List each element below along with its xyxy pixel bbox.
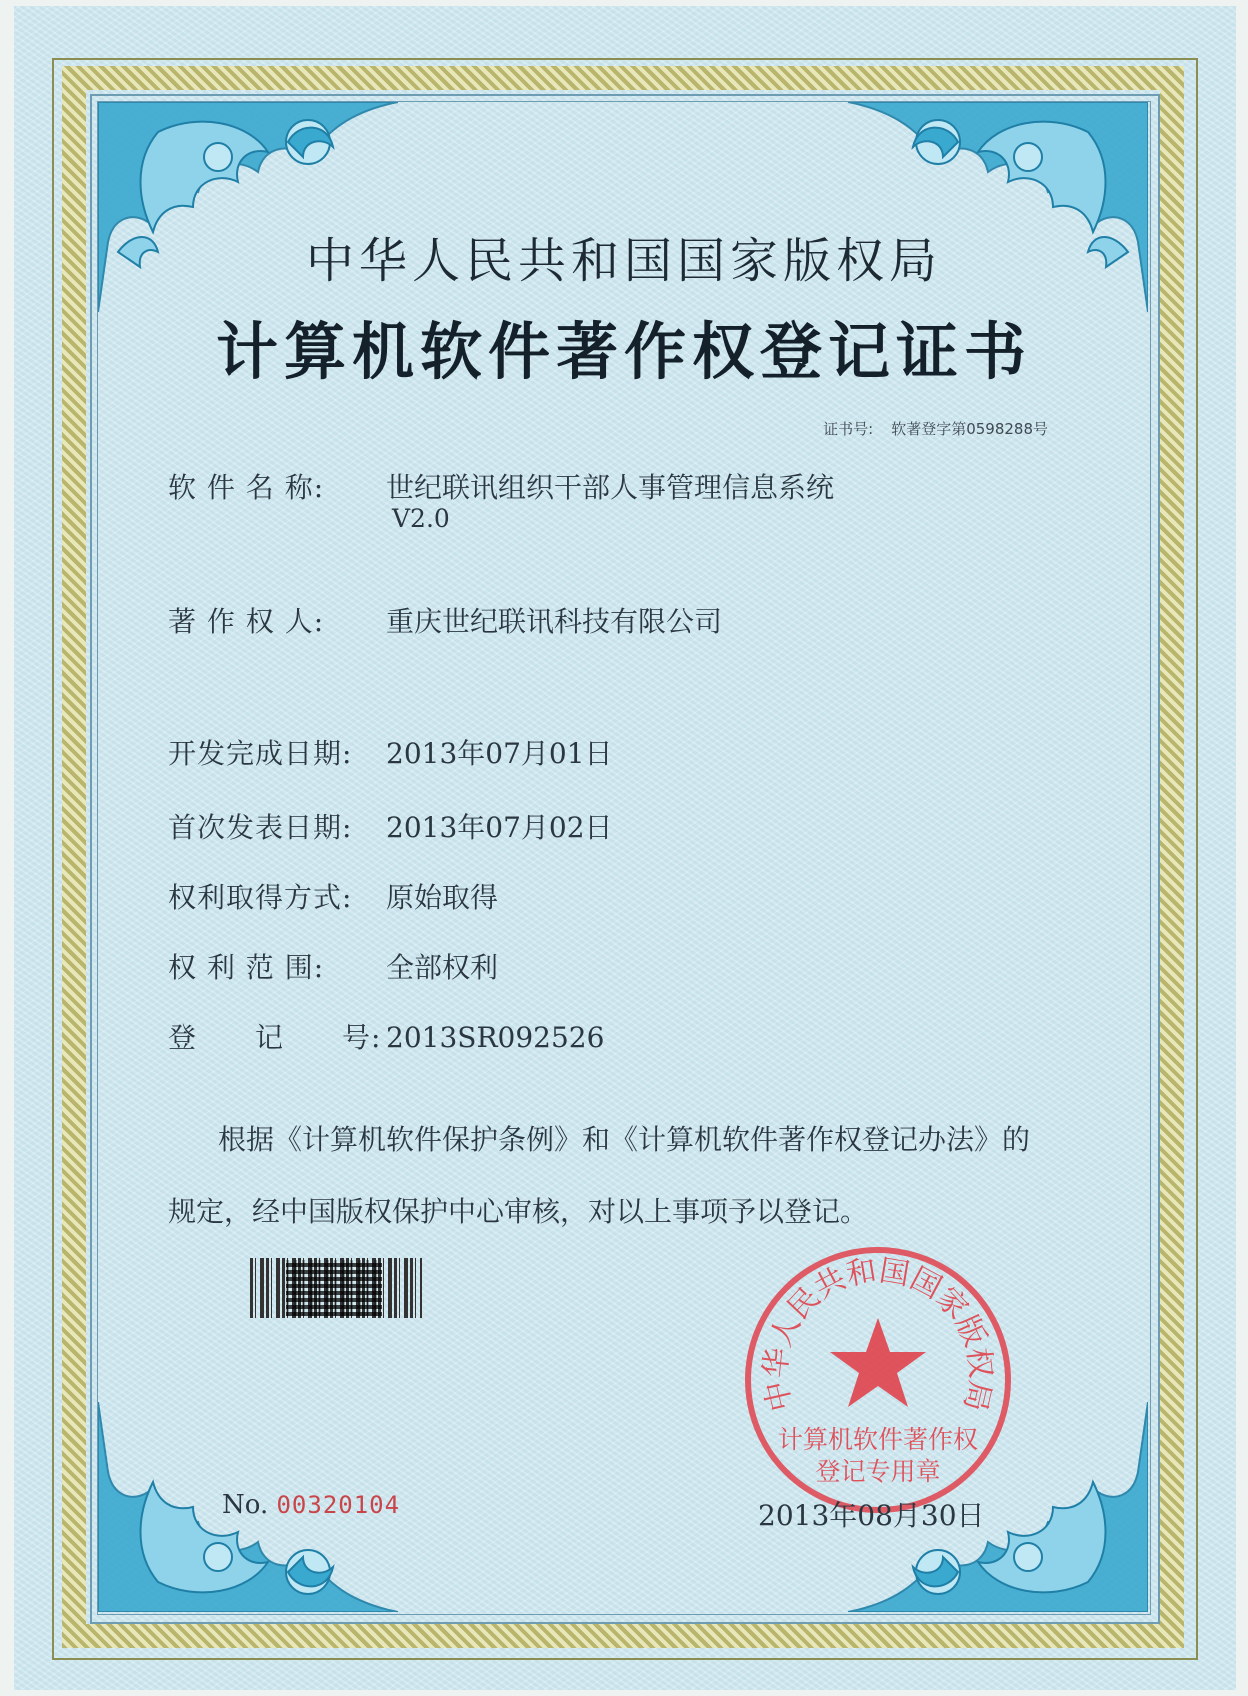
certificate-title: 计算机软件著作权登记证书 [215, 315, 1032, 388]
issuing-authority: 中华人民共和国国家版权局 [305, 233, 942, 289]
2d-code [286, 1260, 382, 1316]
field-value: 全部权利 [386, 951, 499, 984]
field-acquisition-method [168, 876, 498, 916]
certificate-number-label: 证书号: [823, 420, 874, 438]
certificate-number [823, 418, 1048, 439]
field-label: 权 利 范 围: [168, 951, 325, 984]
field-value: 2013年07月02日 [386, 811, 613, 844]
software-version: V2.0 [392, 504, 450, 533]
official-seal [738, 1240, 1018, 1520]
field-label: 著 作 权 人: [168, 605, 325, 638]
field-label: 软 件 名 称: [168, 471, 325, 504]
certificate-number-value: 软著登字第0598288号 [891, 420, 1048, 438]
field-development-date [168, 732, 613, 772]
seal-ring-text: 中华人民共和国国家版权局 [758, 1253, 998, 1415]
serial-number-value: 00320104 [276, 1491, 401, 1519]
field-label: 开发完成日期: [168, 737, 353, 770]
statement-line-1: 根据《计算机软件保护条例》和《计算机软件著作权登记办法》的 [218, 1123, 1031, 1156]
field-label: 权利取得方式: [168, 881, 353, 914]
field-registration-number [168, 1016, 604, 1056]
field-value: 原始取得 [386, 881, 499, 914]
field-publication-date [168, 806, 613, 846]
field-value: 重庆世纪联讯科技有限公司 [386, 605, 723, 638]
field-software-name [168, 466, 834, 506]
field-label: 首次发表日期: [168, 811, 353, 844]
statement-line-2: 规定，经中国版权保护中心审核，对以上事项予以登记。 [168, 1195, 869, 1228]
serial-number-label: No. [222, 1490, 269, 1520]
seal-inner-line-2: 登记专用章 [815, 1457, 941, 1486]
field-rights-scope [168, 946, 498, 986]
field-value: 2013年07月01日 [386, 737, 613, 770]
serial-number [222, 1490, 400, 1520]
field-label: 登 记 号: [168, 1021, 382, 1054]
barcode [250, 1258, 422, 1318]
field-value: 2013SR092526 [386, 1021, 605, 1054]
seal-inner-line-1: 计算机软件著作权 [777, 1425, 979, 1454]
issue-date: 2013年08月30日 [758, 1499, 985, 1532]
field-value: 世纪联讯组织干部人事管理信息系统 [386, 471, 835, 504]
field-copyright-owner [168, 600, 722, 640]
